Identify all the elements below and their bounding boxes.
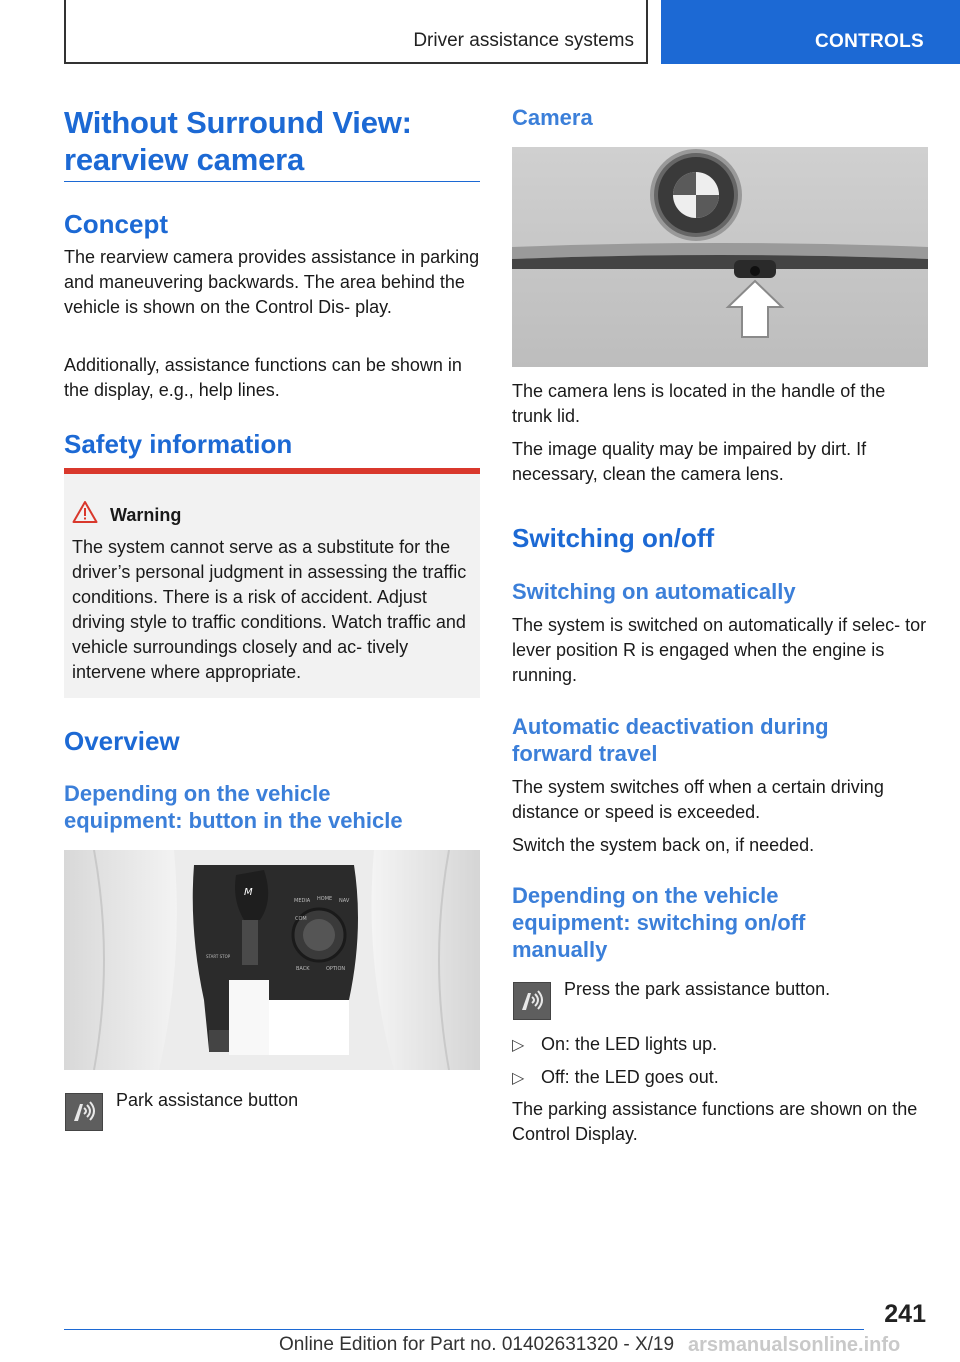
park-assistance-icon [65, 1093, 103, 1131]
page-number: 241 [884, 1300, 926, 1328]
trunk-camera-illustration [512, 147, 928, 367]
header-section-title: Driver assistance systems [413, 30, 634, 51]
manual-heading-line2: equipment: switching on/off [512, 910, 806, 935]
bullet-item-1: On: the LED lights up. [541, 1034, 718, 1054]
trunk-camera-photo [512, 147, 928, 367]
console-label-option: OPTION [326, 966, 346, 972]
page-title-line1: Without Surround View: [64, 105, 412, 140]
header-section-box [64, 0, 648, 64]
footer-divider [64, 1329, 864, 1330]
equipment-heading-line1: Depending on the vehicle [64, 781, 331, 806]
camera-paragraph-1: The camera lens is located in the handle of the trunk lid. [512, 381, 886, 426]
console-label-com: COM [295, 916, 307, 922]
center-console-photo [64, 850, 480, 1070]
brand-roundel-logo [652, 151, 740, 239]
auto-off-heading-line2: forward travel [512, 741, 658, 766]
console-label-nav: NAV [339, 898, 350, 904]
footer-edition: Online Edition for Part no. 01402631320 - X/19 [279, 1334, 675, 1355]
concept-heading: Concept [64, 209, 168, 239]
warning-triangle-icon [72, 500, 98, 524]
console-label-back: BACK [296, 966, 310, 972]
safety-heading: Safety information [64, 429, 293, 459]
header-chapter-tab[interactable] [661, 0, 960, 64]
camera-paragraph-2: The image quality may be impaired by dirt. If necessary, clean the camera lens. [512, 439, 867, 484]
warning-box [64, 468, 480, 698]
page-title-line2: rearview camera [64, 142, 305, 177]
warning-title: Warning [110, 505, 182, 525]
concept-paragraph-1: The rearview camera provides assistance in parking and maneuvering backwards. The area behind the vehicle is shown on the Control Dis‑ play. [64, 247, 480, 317]
park-assistance-icon-2 [513, 982, 551, 1020]
console-label-home: HOME [317, 896, 333, 902]
overview-heading: Overview [64, 726, 180, 756]
svg-text:M: M [244, 887, 253, 898]
title-divider [64, 181, 480, 182]
auto-off-heading-line1: Automatic deactivation during [512, 714, 829, 739]
console-label-start-stop: START STOP [206, 954, 231, 959]
auto-on-heading: Switching on automatically [512, 579, 796, 604]
equipment-heading-line2: equipment: button in the vehicle [64, 808, 403, 833]
manual-instruction: Press the park assistance button. [564, 979, 831, 999]
park-assistance-caption: Park assistance button [116, 1090, 299, 1110]
auto-off-paragraph-1: The system switches off when a certain driving distance or speed is exceeded. [512, 777, 884, 822]
manual-heading-line1: Depending on the vehicle [512, 883, 779, 908]
auto-off-paragraph-2: Switch the system back on, if needed. [512, 835, 815, 855]
camera-heading: Camera [512, 105, 593, 130]
warning-text: The system cannot serve as a substitute for the driver’s personal judgment in assessing the traffic conditions. There is a risk of accident. Adjust driving style to traffic conditions. Watch traffic and vehicle surroundings closely and ac‑ tively intervene where appropriate. [72, 537, 467, 682]
console-label-media: MEDIA [294, 898, 311, 904]
header-chapter-label: CONTROLS [815, 31, 925, 52]
auto-on-text: The system is switched on automatically if selec‑ tor lever position R is engaged when the engine is running. [512, 615, 927, 685]
manual-heading-line3: manually [512, 937, 608, 962]
closing-paragraph: The parking assistance functions are shown on the Control Display. [512, 1099, 918, 1144]
switching-heading: Switching on/off [512, 523, 715, 553]
bullet-triangle-icon: ▷ [512, 1037, 525, 1054]
center-console-illustration [64, 850, 480, 1070]
footer-watermark: arsmanualsonline.info [688, 1334, 901, 1356]
bullet-item-2: Off: the LED goes out. [541, 1067, 719, 1087]
bullet-triangle-icon: ▷ [512, 1070, 525, 1087]
concept-paragraph-2: Additionally, assistance functions can be shown in the display, e.g., help lines. [64, 355, 462, 400]
